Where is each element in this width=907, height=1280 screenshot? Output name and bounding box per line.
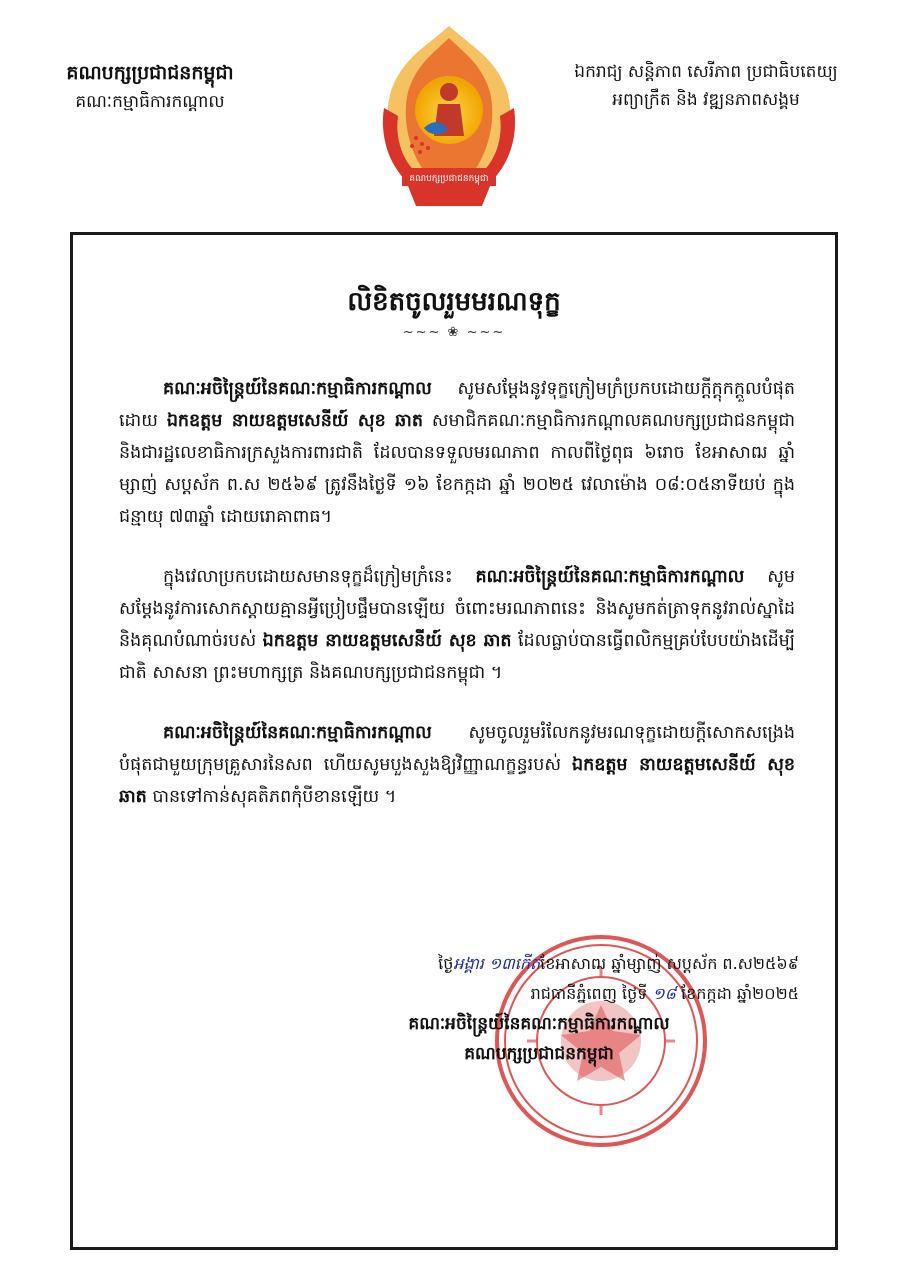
national-motto: [541, 58, 871, 114]
paragraph-text: បានទៅកាន់សុគតិភពកុំបីខានឡើយ ។: [146, 787, 397, 807]
paragraph-text: សូមសម្តែងនូវទុក្ខក្រៀមក្រំប្រកបដោយក្តីក្តុកក្តួលបំផុតដោយ: [119, 379, 795, 431]
deceased-name: ឯកឧត្តម នាយឧត្តមសេនីយ៍ សុខ ឆាត: [166, 411, 423, 431]
lunar-date: [279, 949, 799, 979]
paragraph-text: សូមសម្តែងនូវការសោកស្តាយគ្មានអ្វីប្រៀបផ្ទឹមបានឡើយ ចំពោះមរណភាពនេះ និងសូមកត់ត្រាទុកនូវរាល់ស្នាដៃ និងគុណបំណាច់របស់: [119, 567, 795, 651]
deceased-name: ឯកឧត្តម នាយឧត្តមសេនីយ៍ សុខ ឆាត: [119, 755, 795, 807]
paragraph-3: [119, 717, 795, 813]
place-date: [279, 979, 799, 1009]
page-title: លិខិតចូលរួមមរណទុក្ខ: [347, 287, 561, 317]
committee-lead: គណៈអចិន្ត្រៃយ៍នៃគណៈកម្មាធិការកណ្តាល: [163, 723, 432, 743]
letter-body: [119, 373, 795, 841]
deceased-name: ឯកឧត្តម នាយឧត្តមសេនីយ៍ សុខ ឆាត: [262, 631, 512, 651]
committee-name: គណៈកម្មាធិការកណ្តាល: [75, 92, 225, 112]
handwritten-date: ១៨: [652, 984, 676, 1003]
place-prefix: រាជធានីភ្នំពេញ ថ្ងៃទី: [530, 984, 653, 1003]
logo-banner-text: គណបក្សប្រជាជនកម្ពុជា: [409, 174, 489, 184]
paragraph-text: សមាជិកគណៈកម្មាធិការកណ្តាលគណបក្សប្រជាជនកម្ពុជា និងជារដ្ឋលេខាធិការក្រសួងការពារជាតិ ដែលបានទទួលមរណភាព កាលពីថ្ងៃពុធ ៦រោច ខែអាសាឍ ឆ្នាំម្សាញ់ សប្តស័ក ព.ស ២៥៦៩ ត្រូវនឹងថ្ងៃទី ១៦ ខែកក្កដា ឆ្នាំ ២០២៥ វេលាម៉ោង ០៨:០៥នាទីយប់ ក្នុងជន្មាយុ ៧៣ឆ្នាំ ដោយរោគាពាធ។: [119, 411, 796, 527]
party-name: គណបក្សប្រជាជនកម្ពុជា: [66, 62, 234, 84]
date-rest: ខែអាសាឍ ឆ្នាំម្សាញ់ សប្តស័ក ព.ស២៥៦៩: [540, 954, 799, 973]
paragraph-1: [119, 373, 795, 533]
committee-lead: គណៈអចិន្ត្រៃយ៍នៃគណៈកម្មាធិការកណ្តាល: [163, 379, 432, 399]
paragraph-text: ដែលធ្លាប់បានធ្វើពលិកម្មគ្រប់បែបយ៉ាងដើម្បី ជាតិ សាសនា ព្រះមហាក្សត្រ និងគណបក្សប្រជាជនកម្ពុជា ។: [119, 631, 795, 683]
party-logo: [364, 18, 534, 214]
paragraph-text: សូមចូលរួមរំលែកនូវមរណទុក្ខដោយក្តីសោកសង្រេងបំផុតជាមួយក្រុមគ្រួសារនៃសព ហើយសូមបួងសួងឱ្យវិញ្ញាណក្ខន្ធរបស់: [119, 723, 795, 775]
title-ornament: ~~~ ❀ ~~~: [402, 325, 506, 340]
date-prefix: ថ្ងៃ: [438, 954, 454, 973]
letter-frame: [70, 232, 838, 1250]
handwritten-day: អង្គារ ១៣កើត: [453, 954, 541, 973]
signature-block: [279, 949, 799, 1069]
signatory-committee: គណៈអចិន្ត្រៃយ៍នៃគណៈកម្មាធិការកណ្តាល: [408, 1014, 670, 1034]
committee-lead: គណៈអចិន្ត្រៃយ៍នៃគណៈកម្មាធិការកណ្តាល: [475, 567, 745, 587]
signatory-party: គណបក្សប្រជាជនកម្ពុជា: [464, 1044, 614, 1064]
paragraph-2: [119, 561, 795, 689]
motto-line-1: ឯករាជ្យ សន្តិភាព សេរីភាព ប្រជាធិបតេយ្យ: [574, 62, 838, 82]
party-header: [40, 58, 260, 116]
motto-line-2: អព្យាក្រឹត និង វឌ្ឍនភាពសង្គម: [612, 90, 800, 110]
place-rest: ខែកក្កដា ឆ្នាំ២០២៥: [675, 984, 799, 1003]
paragraph-text: ក្នុងវេលាប្រកបដោយសមានទុក្ខដ៏ក្រៀមក្រំនេះ: [163, 567, 476, 587]
